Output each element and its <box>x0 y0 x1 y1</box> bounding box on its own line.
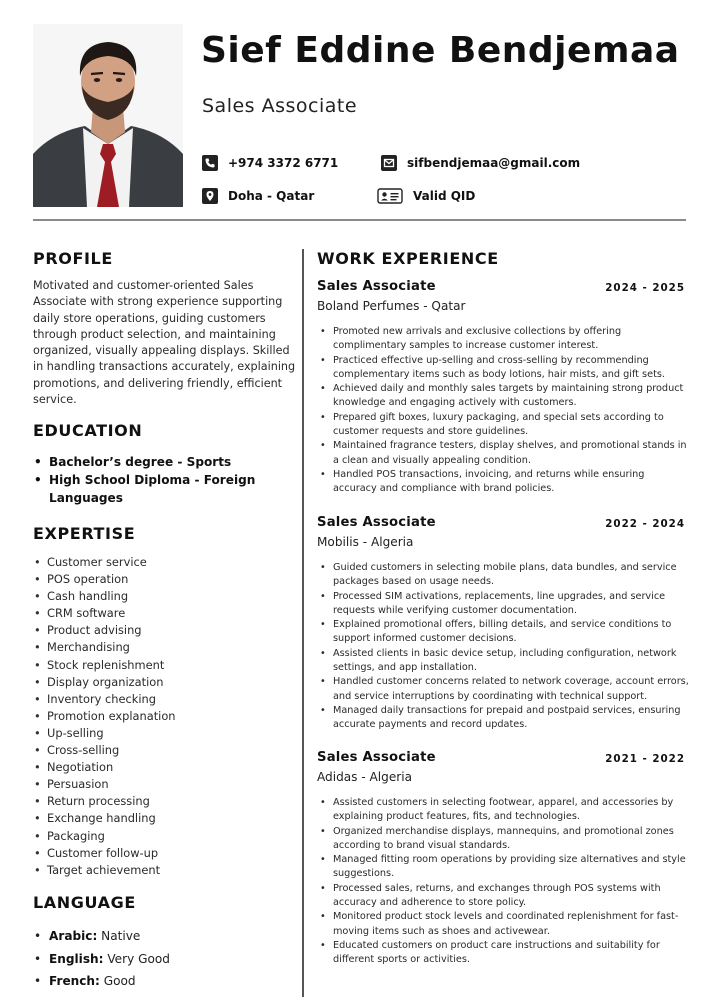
contact-location-text: Doha - Qatar <box>228 189 315 203</box>
language-name: English: <box>49 951 104 966</box>
job-duty: • Managed daily transactions for prepaid and postpaid services, ensuring accurate payments and record updates. <box>317 704 689 733</box>
expertise-item: • Product advising <box>33 622 176 639</box>
profile-summary: Motivated and customer-oriented Sales Associate with strong experience supporting daily store operations, guiding customers through product selection, and maintaining organized, visually appealing displays. Skilled in handling transactions accurately, explaining promotions, and delivering friendly, efficient service. <box>33 279 296 407</box>
education-heading: EDUCATION <box>33 421 143 440</box>
job-dates: 2022 - 2024 <box>605 518 685 530</box>
job-title: Sales Associate <box>317 750 436 765</box>
location-pin-icon <box>202 188 218 204</box>
expertise-item: • POS operation <box>33 571 176 588</box>
language-item <box>33 948 170 971</box>
expertise-item: • Exchange handling <box>33 810 176 827</box>
contact-phone-text: +974 3372 6771 <box>228 156 339 170</box>
language-level: Very Good <box>107 951 170 966</box>
job-duties <box>317 561 689 733</box>
job-duty: • Maintained fragrance testers, display shelves, and promotional stands in a clean and visually appealing condition. <box>317 439 689 468</box>
contact-location <box>202 188 314 204</box>
job-duty: • Achieved daily and monthly sales targets by maintaining strong product knowledge and engaging actively with customers. <box>317 382 689 411</box>
job-dates: 2021 - 2022 <box>605 753 685 765</box>
expertise-item: • Persuasion <box>33 776 176 793</box>
expertise-item: • Stock replenishment <box>33 657 176 674</box>
language-heading: LANGUAGE <box>33 893 136 912</box>
work-experience-heading: WORK EXPERIENCE <box>317 249 499 268</box>
expertise-item: • Cash handling <box>33 588 176 605</box>
expertise-list <box>33 554 176 879</box>
job-entry <box>317 750 689 968</box>
job-duty: • Processed sales, returns, and exchanges through POS systems with accuracy and adherence to store policy. <box>317 882 689 911</box>
language-name: Arabic: <box>49 929 98 943</box>
job-company: Boland Perfumes - Qatar <box>317 299 466 313</box>
column-divider <box>302 249 304 997</box>
expertise-item: • Display organization <box>33 674 176 691</box>
language-list <box>33 925 170 993</box>
education-list <box>33 453 299 507</box>
email-icon <box>381 155 397 171</box>
expertise-heading: EXPERTISE <box>33 524 136 543</box>
job-duty: • Promoted new arrivals and exclusive collections by offering complimentary samples to increase customer interest. <box>317 325 689 354</box>
job-title: Sales Associate <box>317 279 436 294</box>
candidate-role: Sales Associate <box>202 95 358 117</box>
contact-email-text: sifbendjemaa@gmail.com <box>407 156 581 170</box>
language-level: Native <box>101 929 141 943</box>
education-item: • High School Diploma - Foreign Languages <box>33 471 299 507</box>
job-duty: • Handled customer concerns related to network coverage, account errors, and service interruptions by coordinating with technical support. <box>317 675 689 704</box>
expertise-item: • Promotion explanation <box>33 708 176 725</box>
job-duty: • Explained promotional offers, billing details, and service conditions to support informed customer decisions. <box>317 618 689 647</box>
contact-id-text: Valid QID <box>413 189 476 203</box>
expertise-item: • Cross-selling <box>33 742 176 759</box>
expertise-item: • Customer follow-up <box>33 845 176 862</box>
job-duty: • Handled POS transactions, invoicing, and returns while ensuring accuracy and compliance with brand policies. <box>317 468 689 497</box>
job-duty: • Educated customers on product care instructions and suitability for different sports or activities. <box>317 939 689 968</box>
job-company: Mobilis - Algeria <box>317 535 414 549</box>
job-duty: • Assisted customers in selecting footwear, apparel, and accessories by explaining product features, fits, and technologies. <box>317 796 689 825</box>
id-card-icon <box>377 188 403 204</box>
job-company: Adidas - Algeria <box>317 770 413 784</box>
language-item <box>33 970 170 993</box>
header-divider <box>33 219 686 221</box>
job-duties <box>317 796 689 968</box>
contact-phone[interactable] <box>202 155 338 171</box>
job-duty: • Guided customers in selecting mobile plans, data bundles, and service packages based on usage needs. <box>317 561 689 590</box>
profile-photo <box>33 24 183 207</box>
expertise-item: • Return processing <box>33 793 176 810</box>
contact-email[interactable] <box>381 155 580 171</box>
job-dates: 2024 - 2025 <box>605 282 685 294</box>
expertise-item: • Negotiation <box>33 759 176 776</box>
expertise-item: • Merchandising <box>33 639 176 656</box>
language-item <box>33 925 170 948</box>
job-duty: • Assisted clients in basic device setup, including configuration, network settings, and app installation. <box>317 647 689 676</box>
contact-id <box>377 188 475 204</box>
language-name: French: <box>49 974 100 988</box>
job-title: Sales Associate <box>317 515 436 530</box>
expertise-item: • CRM software <box>33 605 176 622</box>
education-item: • Bachelor’s degree - Sports <box>33 453 299 471</box>
language-level: Good <box>103 974 136 988</box>
expertise-item: • Target achievement <box>33 862 176 879</box>
job-duty: • Prepared gift boxes, luxury packaging, and special sets according to customer requests and store guidelines. <box>317 411 689 440</box>
job-entry <box>317 279 689 497</box>
job-duty: • Managed fitting room operations by providing size alternatives and style suggestions. <box>317 853 689 882</box>
job-duty: • Processed SIM activations, replacements, line upgrades, and service requests while verifying customer documentation. <box>317 590 689 619</box>
job-entry <box>317 515 689 733</box>
expertise-item: • Customer service <box>33 554 176 571</box>
candidate-name: Sief Eddine Bendjemaa <box>201 30 680 71</box>
job-duty: • Organized merchandise displays, mannequins, and promotional zones according to brand visual standards. <box>317 825 689 854</box>
job-duty: • Monitored product stock levels and coordinated replenishment for fast-moving items such as shoes and activewear. <box>317 910 689 939</box>
job-duties <box>317 325 689 497</box>
phone-icon <box>202 155 218 171</box>
expertise-item: • Inventory checking <box>33 691 176 708</box>
job-duty: • Practiced effective up-selling and cross-selling by recommending complementary items such as body lotions, hair mists, and gift sets. <box>317 354 689 383</box>
expertise-item: • Packaging <box>33 828 176 845</box>
expertise-item: • Up-selling <box>33 725 176 742</box>
profile-heading: PROFILE <box>33 249 113 268</box>
